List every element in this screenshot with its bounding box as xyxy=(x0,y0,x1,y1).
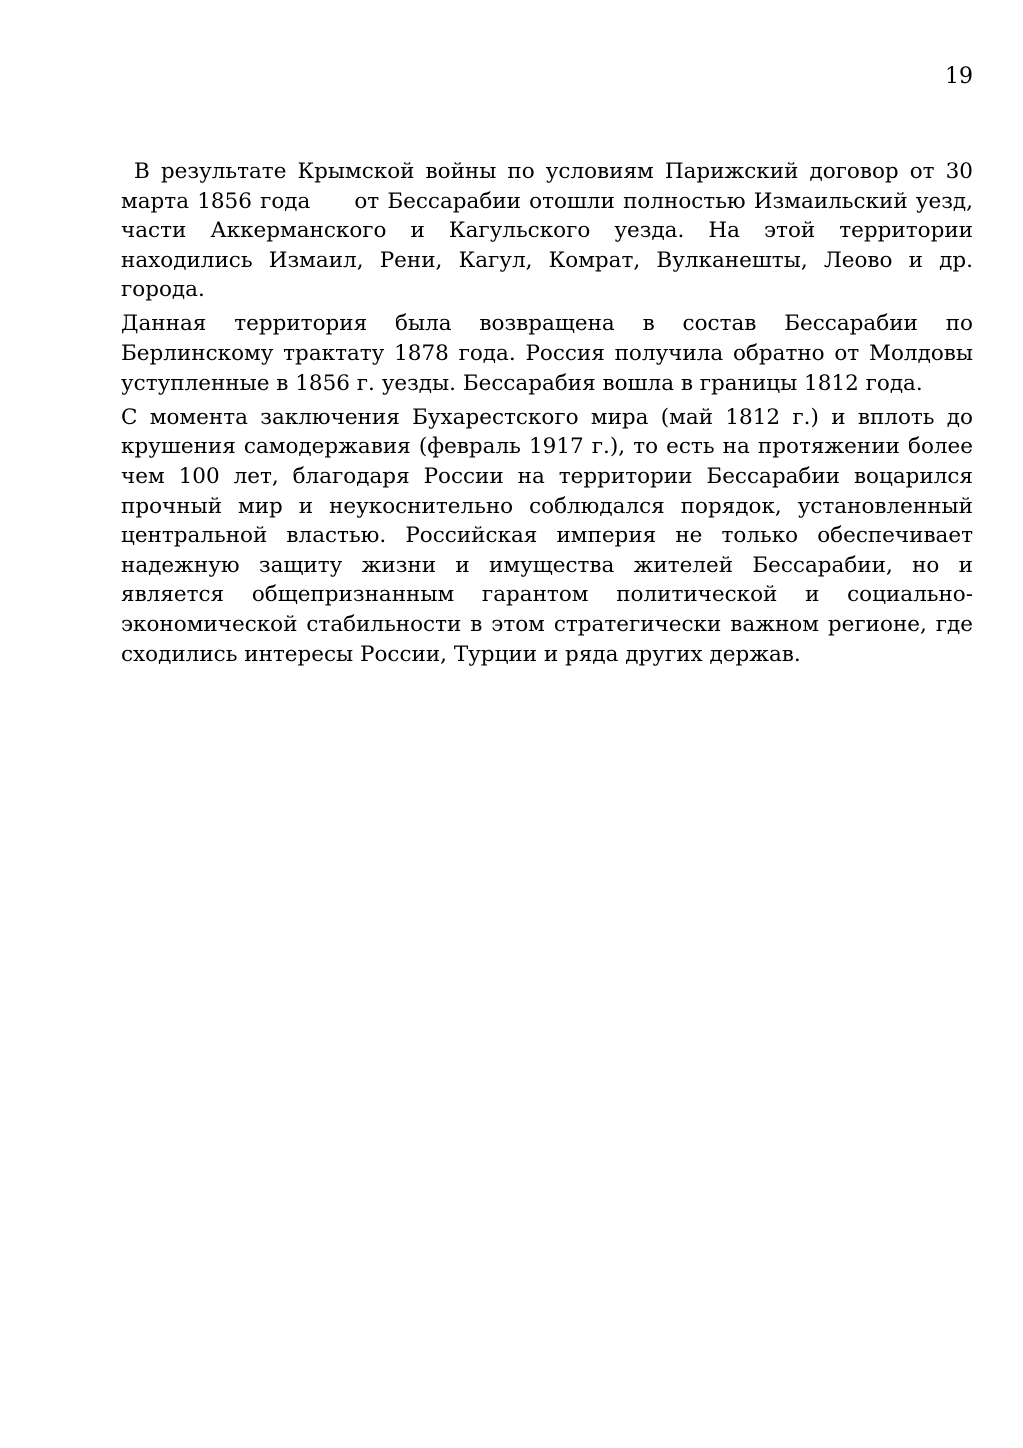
paragraph-text: от Бессарабии отошли полностью Измаильский уезд, части Аккерманского и Кагульского уезда. На этой территории находились Измаил, Рени, Кагул, Комрат, Вулканешты, Леово и др. города. xyxy=(121,188,973,303)
paragraph-bucharest-peace: С момента заключения Бухарестского мира (май 1812 г.) и вплоть до крушения самодержавия (февраль 1917 г.), то есть на протяжении более чем 100 лет, благодаря России на территории Бессарабии воцарился прочный мир и неукоснительно соблюдался порядок, установленный центральной властью. Российская империя не только обеспечивает надежную защиту жизни и имущества жителей Бессарабии, но и является общепризнанным гарантом политической и социально-экономической стабильности в этом стратегически важном регионе, где сходились интересы России, Турции и ряда других держав. xyxy=(121,404,973,667)
paragraph-berlin-treaty: Данная территория была возвращена в состав Бессарабии по Берлинскому трактату 1878 года. Россия получила обратно от Молдовы уступленные в 1856 г. уезды. Бессарабия вошла в границы 1812 года. xyxy=(121,311,973,396)
paragraph-crimean-war xyxy=(121,157,973,305)
page-number: 19 xyxy=(945,64,973,89)
paragraph-text: В результате Крымской войны по условиям Парижский договор от 30 марта 1856 года xyxy=(121,159,973,214)
body-text xyxy=(121,157,973,674)
